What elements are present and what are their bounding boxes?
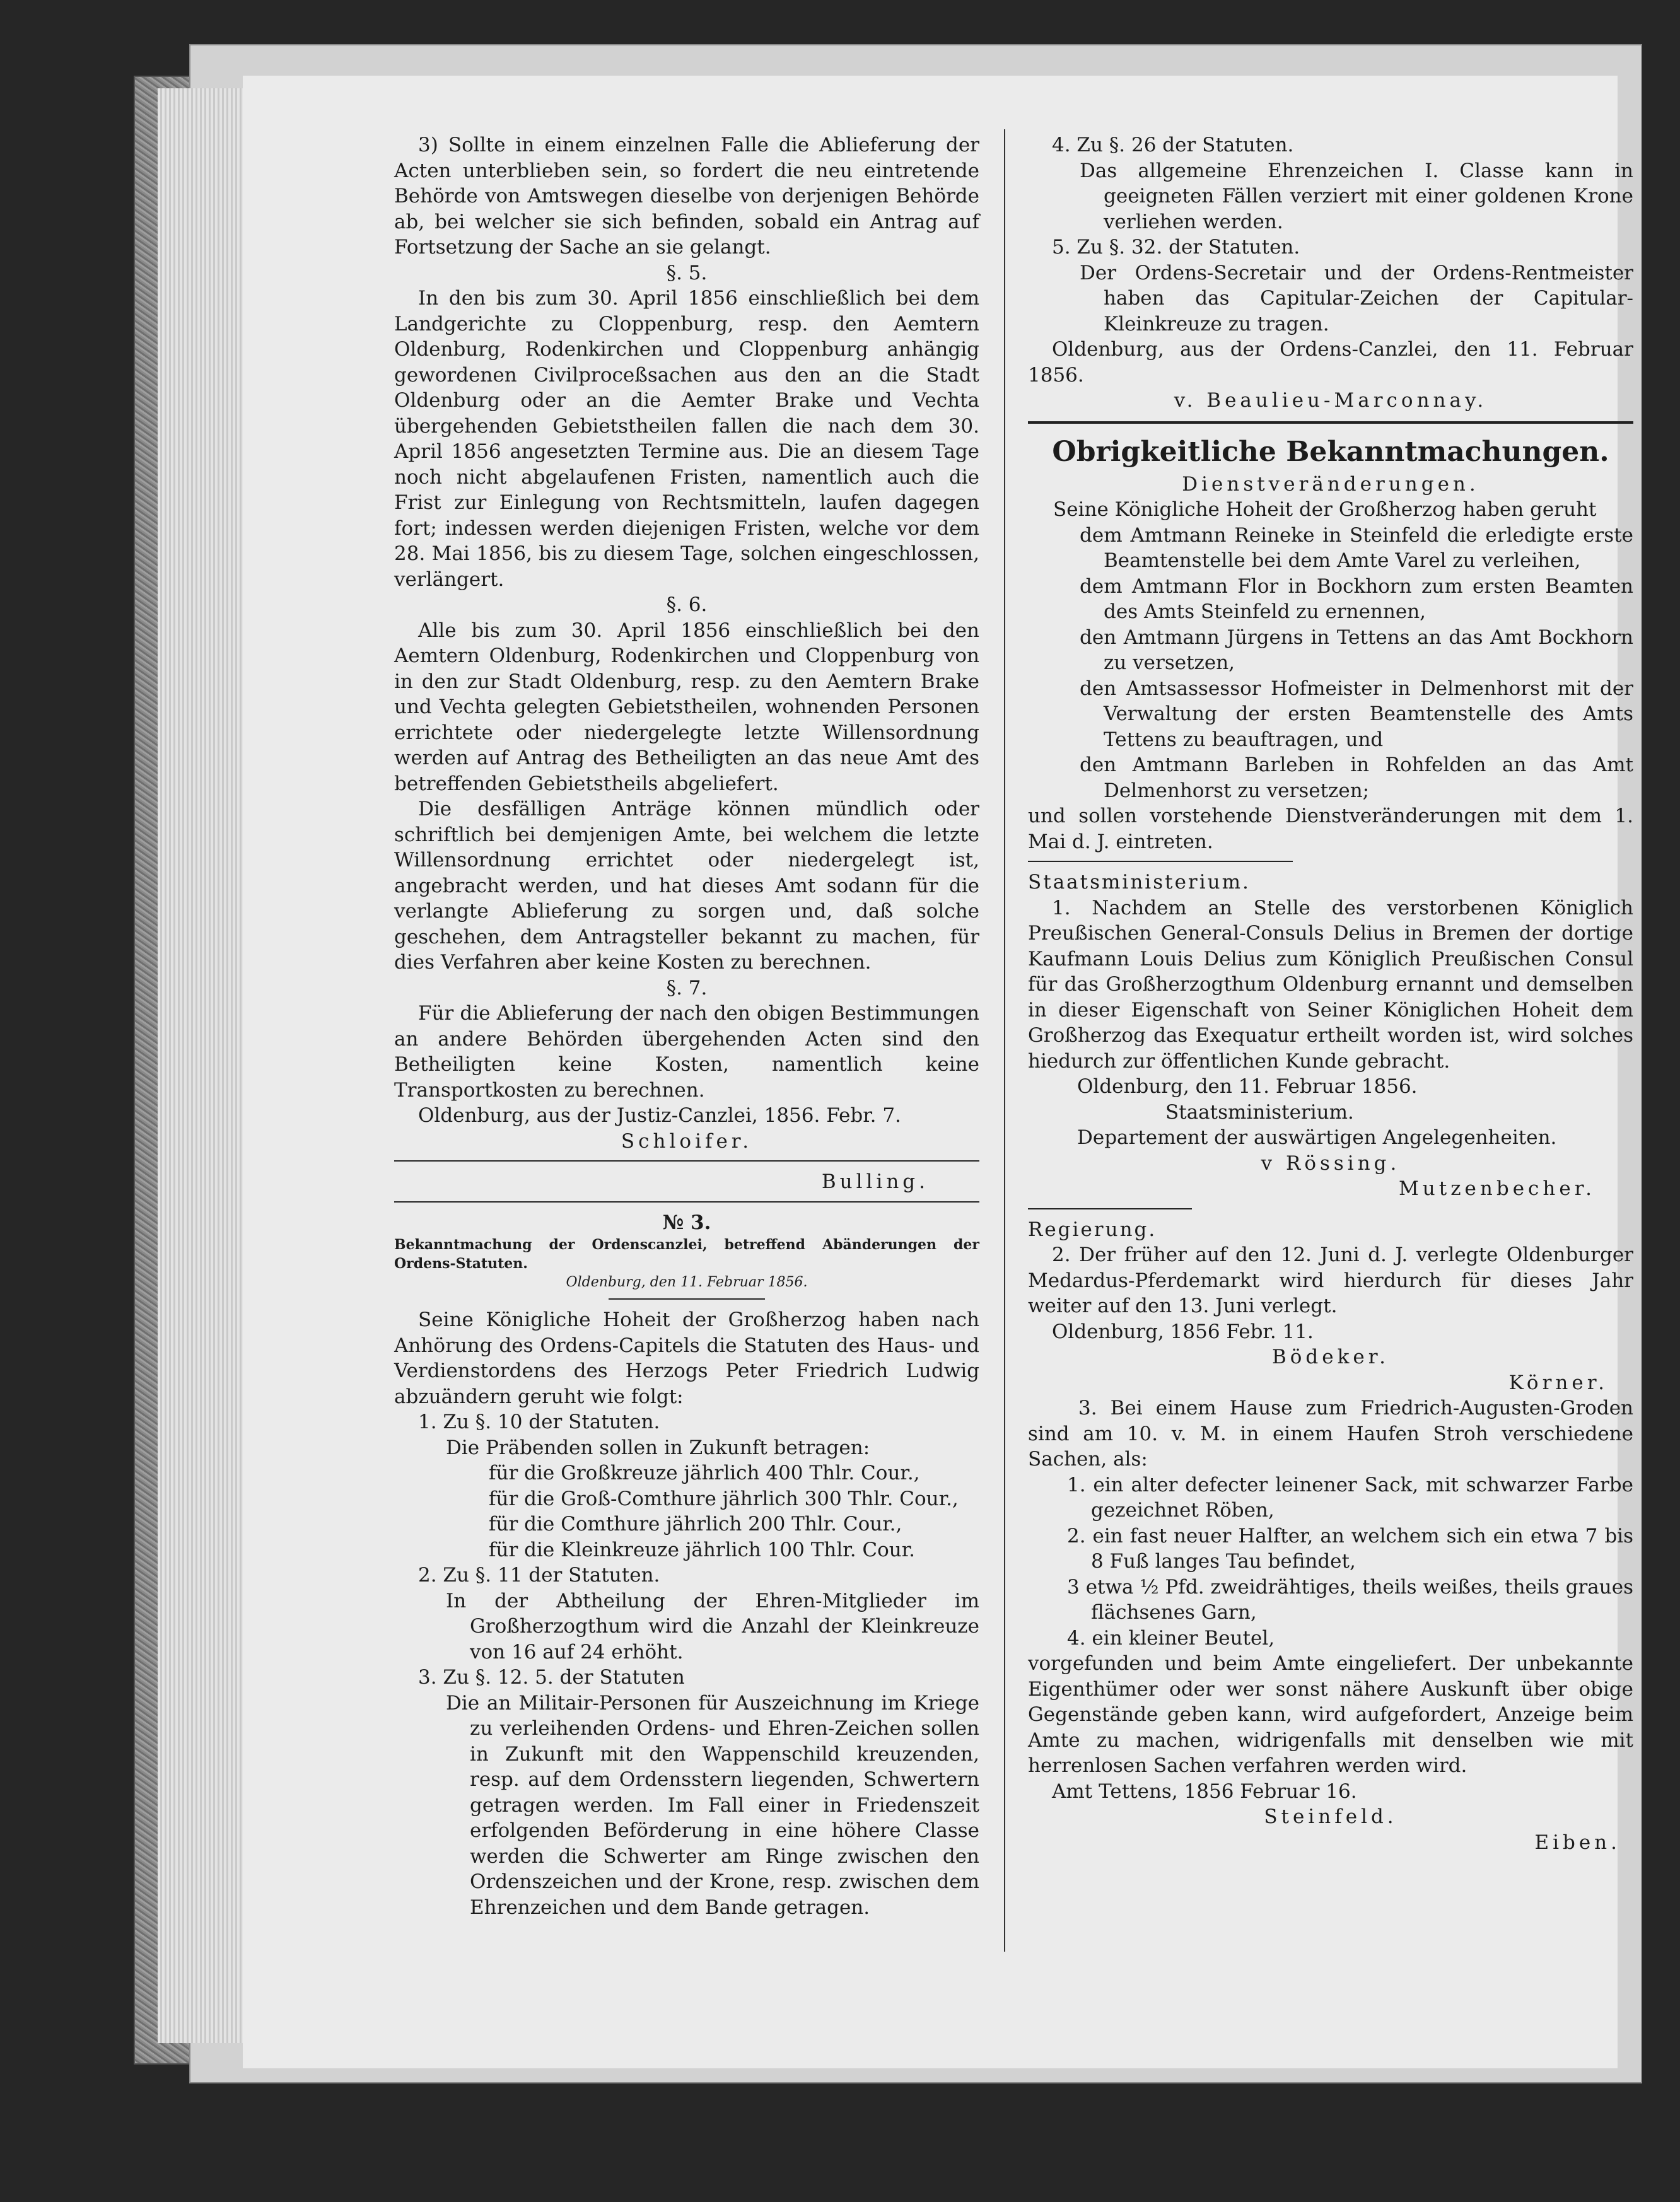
section-7-text: Für die Ablieferung der nach den obigen Bestimmungen an andere Behörden übergehenden Acten sind den Betheiligten keine Kosten, namentlich keine Transportkosten zu berechnen. xyxy=(394,1002,979,1102)
page-edges xyxy=(158,88,246,2043)
fund-item-1: 1. ein alter defecter leinener Sack, mit schwarzer Farbe gezeichnet Röben, xyxy=(1067,1473,1633,1522)
subheading-regierung: Regierung. xyxy=(1028,1218,1157,1241)
section-rule-3 xyxy=(1028,1208,1192,1209)
section-rule xyxy=(394,1201,979,1203)
section-6-heading: §. 6. xyxy=(666,593,708,616)
signature-schloifer: Schloifer. xyxy=(621,1129,753,1153)
item-5-text: Der Ordens-Secretair und der Ordens-Rentmeister haben das Capitular-Zeichen der Capitular-Kleinkreuze zu tragen. xyxy=(1080,261,1633,335)
item-4-text: Das allgemeine Ehrenzeichen I. Classe kann in geeigneten Fällen verziert mit einer goldenen Krone verliehen werden. xyxy=(1080,159,1633,233)
dienst-item-5: den Amtmann Barleben in Rohfelden an das Amt Delmenhorst zu versetzen; xyxy=(1080,754,1633,802)
section-5-text: In den bis zum 30. April 1856 einschließlich bei dem Landgerichte zu Cloppenburg, resp. den Aemtern Oldenburg, Rodenkirchen und Cloppenburg anhängig gewordenen Civilproceßsachen aus den an die Stadt Oldenburg oder an die Aemter Brake und Vechta übergehenden Gebietstheilen fallen die nach dem 30. April 1856 angesetzten Termine aus. Die an diesem Tage noch nicht abgelaufenen Fristen, namentlich auch die Frist zur Einlegung von Rechtsmitteln, laufen dagegen fort; indessen werden diejenigen Fristen, welche vor dem 28. Mai 1856, bis zu diesem Tage, solchen eingeschlossen, verlängert. xyxy=(394,287,979,591)
item-3: 3. Zu §. 12. 5. der Statuten xyxy=(418,1666,685,1689)
dienst-item-4: den Amtsassessor Hofmeister in Delmenhorst mit der Verwaltung der ersten Beamtenstelle des Amts Tettens zu beauftragen, und xyxy=(1080,677,1633,751)
item-1-text: Die Präbenden sollen in Zukunft betragen: xyxy=(446,1436,870,1459)
subheading-dienst: Dienstveränderungen. xyxy=(1182,472,1479,496)
title-rule xyxy=(609,1298,765,1300)
item-4: 4. Zu §. 26 der Statuten. xyxy=(1052,134,1294,156)
dienst-item-3: den Amtmann Jürgens in Tettens an das Amt Bockhorn zu versetzen, xyxy=(1080,626,1633,674)
section-rule-2 xyxy=(1028,861,1293,862)
fund-notice: 3. Bei einem Hause zum Friedrich-Augusten-Groden sind am 10. v. M. in einem Haufen Stroh verschiedene Sachen, als: xyxy=(1028,1397,1633,1471)
section-7-heading: §. 7. xyxy=(666,976,708,999)
fund-item-3: 3 etwa ½ Pfd. zweidrähtiges, theils weißes, theils graues flächsenes Garn, xyxy=(1067,1575,1633,1624)
regierung-date: Oldenburg, 1856 Febr. 11. xyxy=(1052,1320,1314,1343)
announcement-number: № 3. xyxy=(662,1211,711,1234)
dienst-item-2: dem Amtmann Flor in Bockhorn zum ersten Beamten des Amts Steinfeld zu ernennen, xyxy=(1080,574,1633,623)
item-1-line-4: für die Kleinkreuze jährlich 100 Thlr. Cour. xyxy=(489,1538,916,1561)
section-6-text: Alle bis zum 30. April 1856 einschließlich bei den Aemtern Oldenburg, Rodenkirchen und Cloppenburg von in den zur Stadt Oldenburg, resp. zu den Aemtern Brake und Vechta gelegten Gebietstheilen, wohnenden Personen errichtete oder niedergelegte letzte Willensordnung werden auf Antrag des Betheiligten an das neue Amt des betreffenden Gebietstheils abgeliefert. xyxy=(394,619,979,795)
date-line: Oldenburg, aus der Justiz-Canzlei, 1856. Febr. 7. xyxy=(418,1104,901,1127)
item-5: 5. Zu §. 32. der Statuten. xyxy=(1052,236,1300,259)
announcement-title: Bekanntmachung der Ordenscanzlei, betreffend Abänderungen der Ordens-Statuten. xyxy=(394,1237,979,1272)
section-6-text-2: Die desfälligen Anträge können mündlich oder schriftlich bei demjenigen Amte, bei welchem die letzte Willensordnung errichtet oder niedergelegt ist, angebracht werden, und hat dieses Amt sodann für die verlangte Ablieferung zu sorgen und, daß solche geschehen, dem Antragsteller bekannt zu machen, für dies Verfahren aber keine Kosten zu berechnen. xyxy=(394,798,979,974)
item-1-line-3: für die Comthure jährlich 200 Thlr. Cour., xyxy=(489,1513,902,1535)
dienst-intro: Seine Königliche Hoheit der Großherzog haben geruht xyxy=(1053,498,1597,521)
staatsministerium-text: 1. Nachdem an Stelle des verstorbenen Königlich Preußischen General-Consuls Delius in Bremen der dortige Kaufmann Louis Delius zum Königlich Preußischen Consul für das Großherzogthum Oldenburg ernannt und demselben in dieser Eigenschaft von Seiner Königlichen Hoheit dem Großherzog das Exequatur ertheilt worden ist, wird solches hiedurch zur öffentlichen Kunde gebracht. xyxy=(1028,896,1633,1073)
staatsministerium-date: Oldenburg, den 11. Februar 1856. xyxy=(1077,1075,1418,1098)
section-heading: Obrigkeitliche Bekanntmachungen. xyxy=(1052,435,1609,468)
section-5-heading: §. 5. xyxy=(666,261,708,284)
date-line: Oldenburg, aus der Ordens-Canzlei, den 11. Februar 1856. xyxy=(1028,338,1633,387)
left-column xyxy=(394,132,979,1920)
item-1-line-2: für die Groß-Comthure jährlich 300 Thlr. Cour., xyxy=(489,1487,959,1510)
staatsministerium-name: Staatsministerium. xyxy=(1165,1100,1354,1124)
paragraph-3: 3) Sollte in einem einzelnen Falle die Ablieferung der Acten unterblieben sein, so fordert die neu eintretende Behörde von Amtswegen dieselbe von derjenigen Behörde ab, bei welcher sie sich befinden, sobald ein Antrag auf Fortsetzung der Sache an sie gelangt. xyxy=(394,134,979,259)
dienst-item-1: dem Amtmann Reineke in Steinfeld die erledigte erste Beamtenstelle bei dem Amte Varel zu verleihen, xyxy=(1080,523,1633,572)
announcement-date: Oldenburg, den 11. Februar 1856. xyxy=(566,1274,808,1290)
column-divider xyxy=(1004,129,1005,1952)
staatsministerium-dept: Departement der auswärtigen Angelegenheiten. xyxy=(1077,1126,1557,1149)
item-2: 2. Zu §. 11 der Statuten. xyxy=(418,1564,660,1587)
fund-closing: vorgefunden und beim Amte eingeliefert. Der unbekannte Eigenthümer oder wer sonst nähere Auskunft über obige Gegenstände geben kann, wird aufgefordert, Anzeige beim Amte zu machen, widrigenfalls mit denselben wie mit herrenlosen Sachen verfahren werden wird. xyxy=(1028,1652,1633,1777)
signature-roessing: v Rössing. xyxy=(1261,1151,1401,1175)
announcement-intro: Seine Königliche Hoheit der Großherzog haben nach Anhörung des Ordens-Capitels die Statuten des Haus- und Verdienstordens des Herzogs Peter Friedrich Ludwig abzuändern geruht wie folgt: xyxy=(394,1308,979,1408)
signature-mutzenbecher: Mutzenbecher. xyxy=(1399,1177,1595,1200)
subheading-staatsministerium: Staatsministerium. xyxy=(1028,871,1251,894)
item-1: 1. Zu §. 10 der Statuten. xyxy=(418,1411,660,1433)
right-column xyxy=(1028,132,1633,1855)
signature-koerner: Körner. xyxy=(1508,1371,1608,1394)
regierung-text: 2. Der früher auf den 12. Juni d. J. verlegte Oldenburger Medardus-Pferdemarkt wird hierdurch für dieses Jahr weiter auf den 13. Juni verlegt. xyxy=(1028,1244,1633,1317)
dienst-closing: und sollen vorstehende Dienstveränderungen mit dem 1. Mai d. J. eintreten. xyxy=(1028,805,1633,853)
item-1-line-1: für die Großkreuze jährlich 400 Thlr. Cour., xyxy=(489,1462,920,1484)
fund-date: Amt Tettens, 1856 Februar 16. xyxy=(1052,1780,1357,1803)
signature-boedeker: Bödeker. xyxy=(1271,1346,1390,1368)
fund-item-4: 4. ein kleiner Beutel, xyxy=(1067,1626,1275,1650)
signature-beaulieu: v. Beaulieu-Marconnay. xyxy=(1174,389,1488,412)
signature-eiben: Eiben. xyxy=(1534,1831,1621,1854)
section-rule xyxy=(1028,421,1633,424)
fund-item-2: 2. ein fast neuer Halfter, an welchem sich ein etwa 7 bis 8 Fuß langes Tau befindet, xyxy=(1067,1524,1633,1573)
item-2-text: In der Abtheilung der Ehren-Mitglieder im Großherzogthum wird die Anzahl der Kleinkreuze von 16 auf 24 erhöht. xyxy=(446,1589,979,1663)
signature-steinfeld: Steinfeld. xyxy=(1264,1805,1397,1828)
item-3-text: Die an Militair-Personen für Auszeichnung im Kriege zu verleihenden Ordens- und Ehren-Zeichen sollen in Zukunft mit den Wappenschild kreuzenden, resp. auf dem Ordensstern liegenden, Schwertern getragen werden. Im Fall einer in Friedenszeit erfolgenden Beförderung in eine höhere Classe werden die Schwerter am Ringe zwischen den Ordenszeichen und der Krone, resp. zwischen dem Ehrenzeichen und dem Bande getragen. xyxy=(446,1691,979,1919)
signature-bulling: Bulling. xyxy=(821,1170,929,1193)
signature-rule xyxy=(394,1160,979,1162)
